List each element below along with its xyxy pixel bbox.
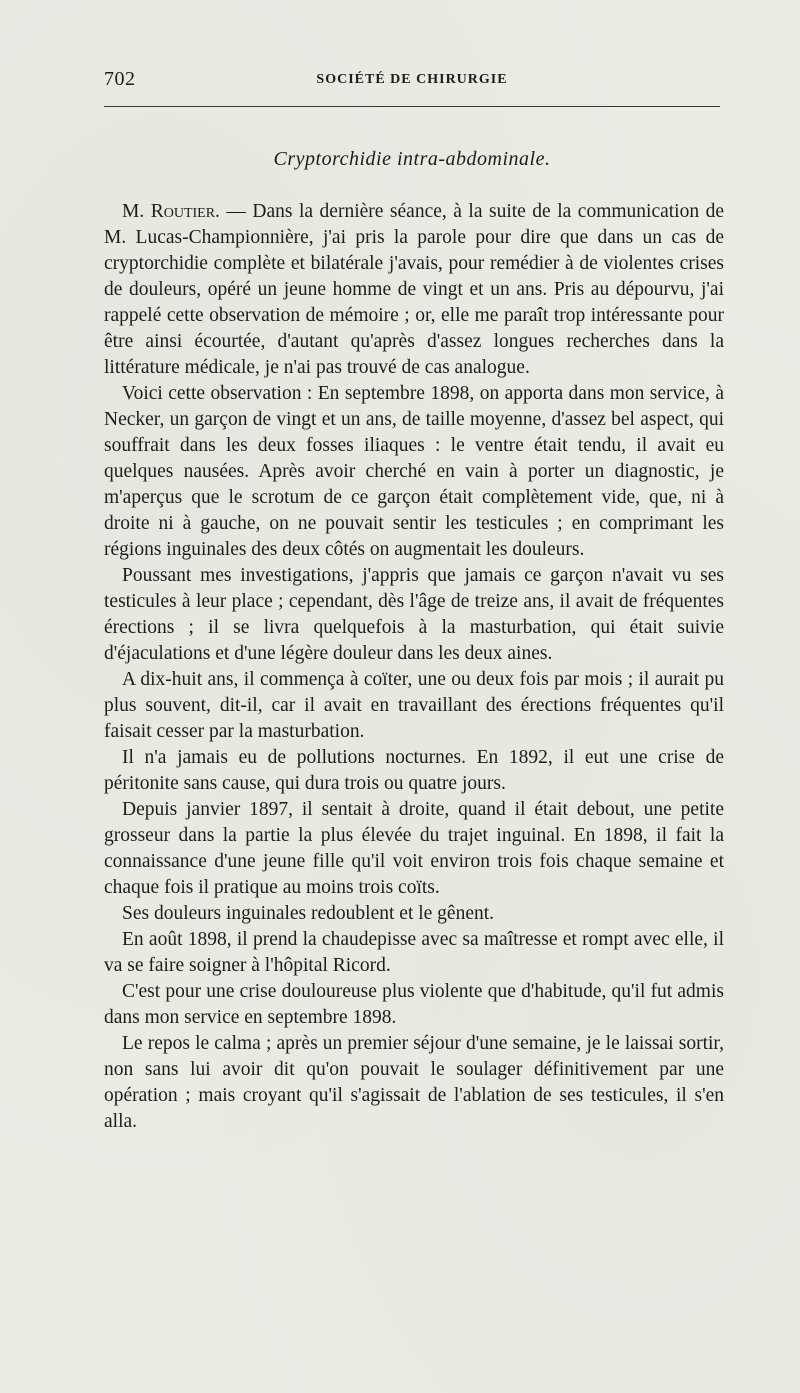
paragraph: Ses douleurs inguinales redoublent et le gênent. xyxy=(122,903,495,924)
section-title: Cryptorchidie intra-abdominale. xyxy=(273,148,551,170)
body-text xyxy=(104,199,724,1135)
paragraph: Depuis janvier 1897, il sentait à droite, quand il était debout, une petite grosseur dans la partie la plus élevée du trajet inguinal. En 1898, il fait la connaissance d'une jeune fille qu'il voit environ trois fois chaque semaine et chaque fois il pratique au moins trois coïts. xyxy=(104,799,724,898)
paragraph: C'est pour une crise douloureuse plus violente que d'habitude, qu'il fut admis dans mon service en septembre 1898. xyxy=(104,981,724,1028)
paragraph: A dix-huit ans, il commença à coïter, une ou deux fois par mois ; il aurait pu plus souvent, dit-il, car il avait en travaillant des érections fréquentes qu'il faisait cesser par la masturbation. xyxy=(104,669,724,742)
paragraph: Le repos le calma ; après un premier séjour d'une semaine, je le laissai sortir, non sans lui avoir dit qu'on pouvait le soulager définitivement par une opération ; mais croyant qu'il s'agissait de l'ablation de ses testicules, il s'en alla. xyxy=(104,1033,724,1132)
paragraph: Il n'a jamais eu de pollutions nocturnes. En 1892, il eut une crise de péritonite sans cause, qui dura trois ou quatre jours. xyxy=(104,747,724,794)
paragraph: Voici cette observation : En septembre 1898, on apporta dans mon service, à Necker, un garçon de vingt et un ans, de taille moyenne, d'assez bel aspect, qui souffrait dans les deux fosses iliaques : le ventre était tendu, il avait eu quelques nausées. Après avoir cherché en vain à porter un diagnostic, je m'aperçus que le scrotum de ce garçon était complètement vide, que, ni à droite ni à gauche, on ne pouvait sentir les testicules ; en comprimant les régions inguinales des deux côtés on augmentait les douleurs. xyxy=(104,383,724,560)
page-number: 702 xyxy=(104,68,136,90)
running-head: SOCIÉTÉ DE CHIRURGIE xyxy=(316,72,508,87)
header-rule xyxy=(104,106,720,107)
paragraph-text: — Dans la dernière séance, à la suite de la communication de M. Lucas-Championnière, j'ai pris la parole pour dire que dans un cas de cryptorchidie complète et bilatérale j'avais, pour remédier à de violentes crises de douleurs, opéré un jeune homme de vingt et un ans. Pris au dépourvu, j'ai rappelé cette observation de mémoire ; or, elle me paraît trop intéressante pour être ainsi écourtée, d'autant qu'après d'assez longues recherches dans la littérature médicale, je n'ai pas trouvé de cas analogue. xyxy=(104,201,724,378)
paragraph: Poussant mes investigations, j'appris que jamais ce garçon n'avait vu ses testicules à leur place ; cependant, dès l'âge de treize ans, il avait de fréquentes érections ; il se livra quelquefois à la masturbation, qui était suivie d'éjaculations et d'une légère douleur dans les deux aines. xyxy=(104,565,724,664)
speaker-name: M. Routier. xyxy=(122,201,220,222)
paragraph xyxy=(104,199,724,381)
page-header xyxy=(104,64,720,94)
paragraph: En août 1898, il prend la chaudepisse avec sa maîtresse et rompt avec elle, il va se faire soigner à l'hôpital Ricord. xyxy=(104,929,724,976)
